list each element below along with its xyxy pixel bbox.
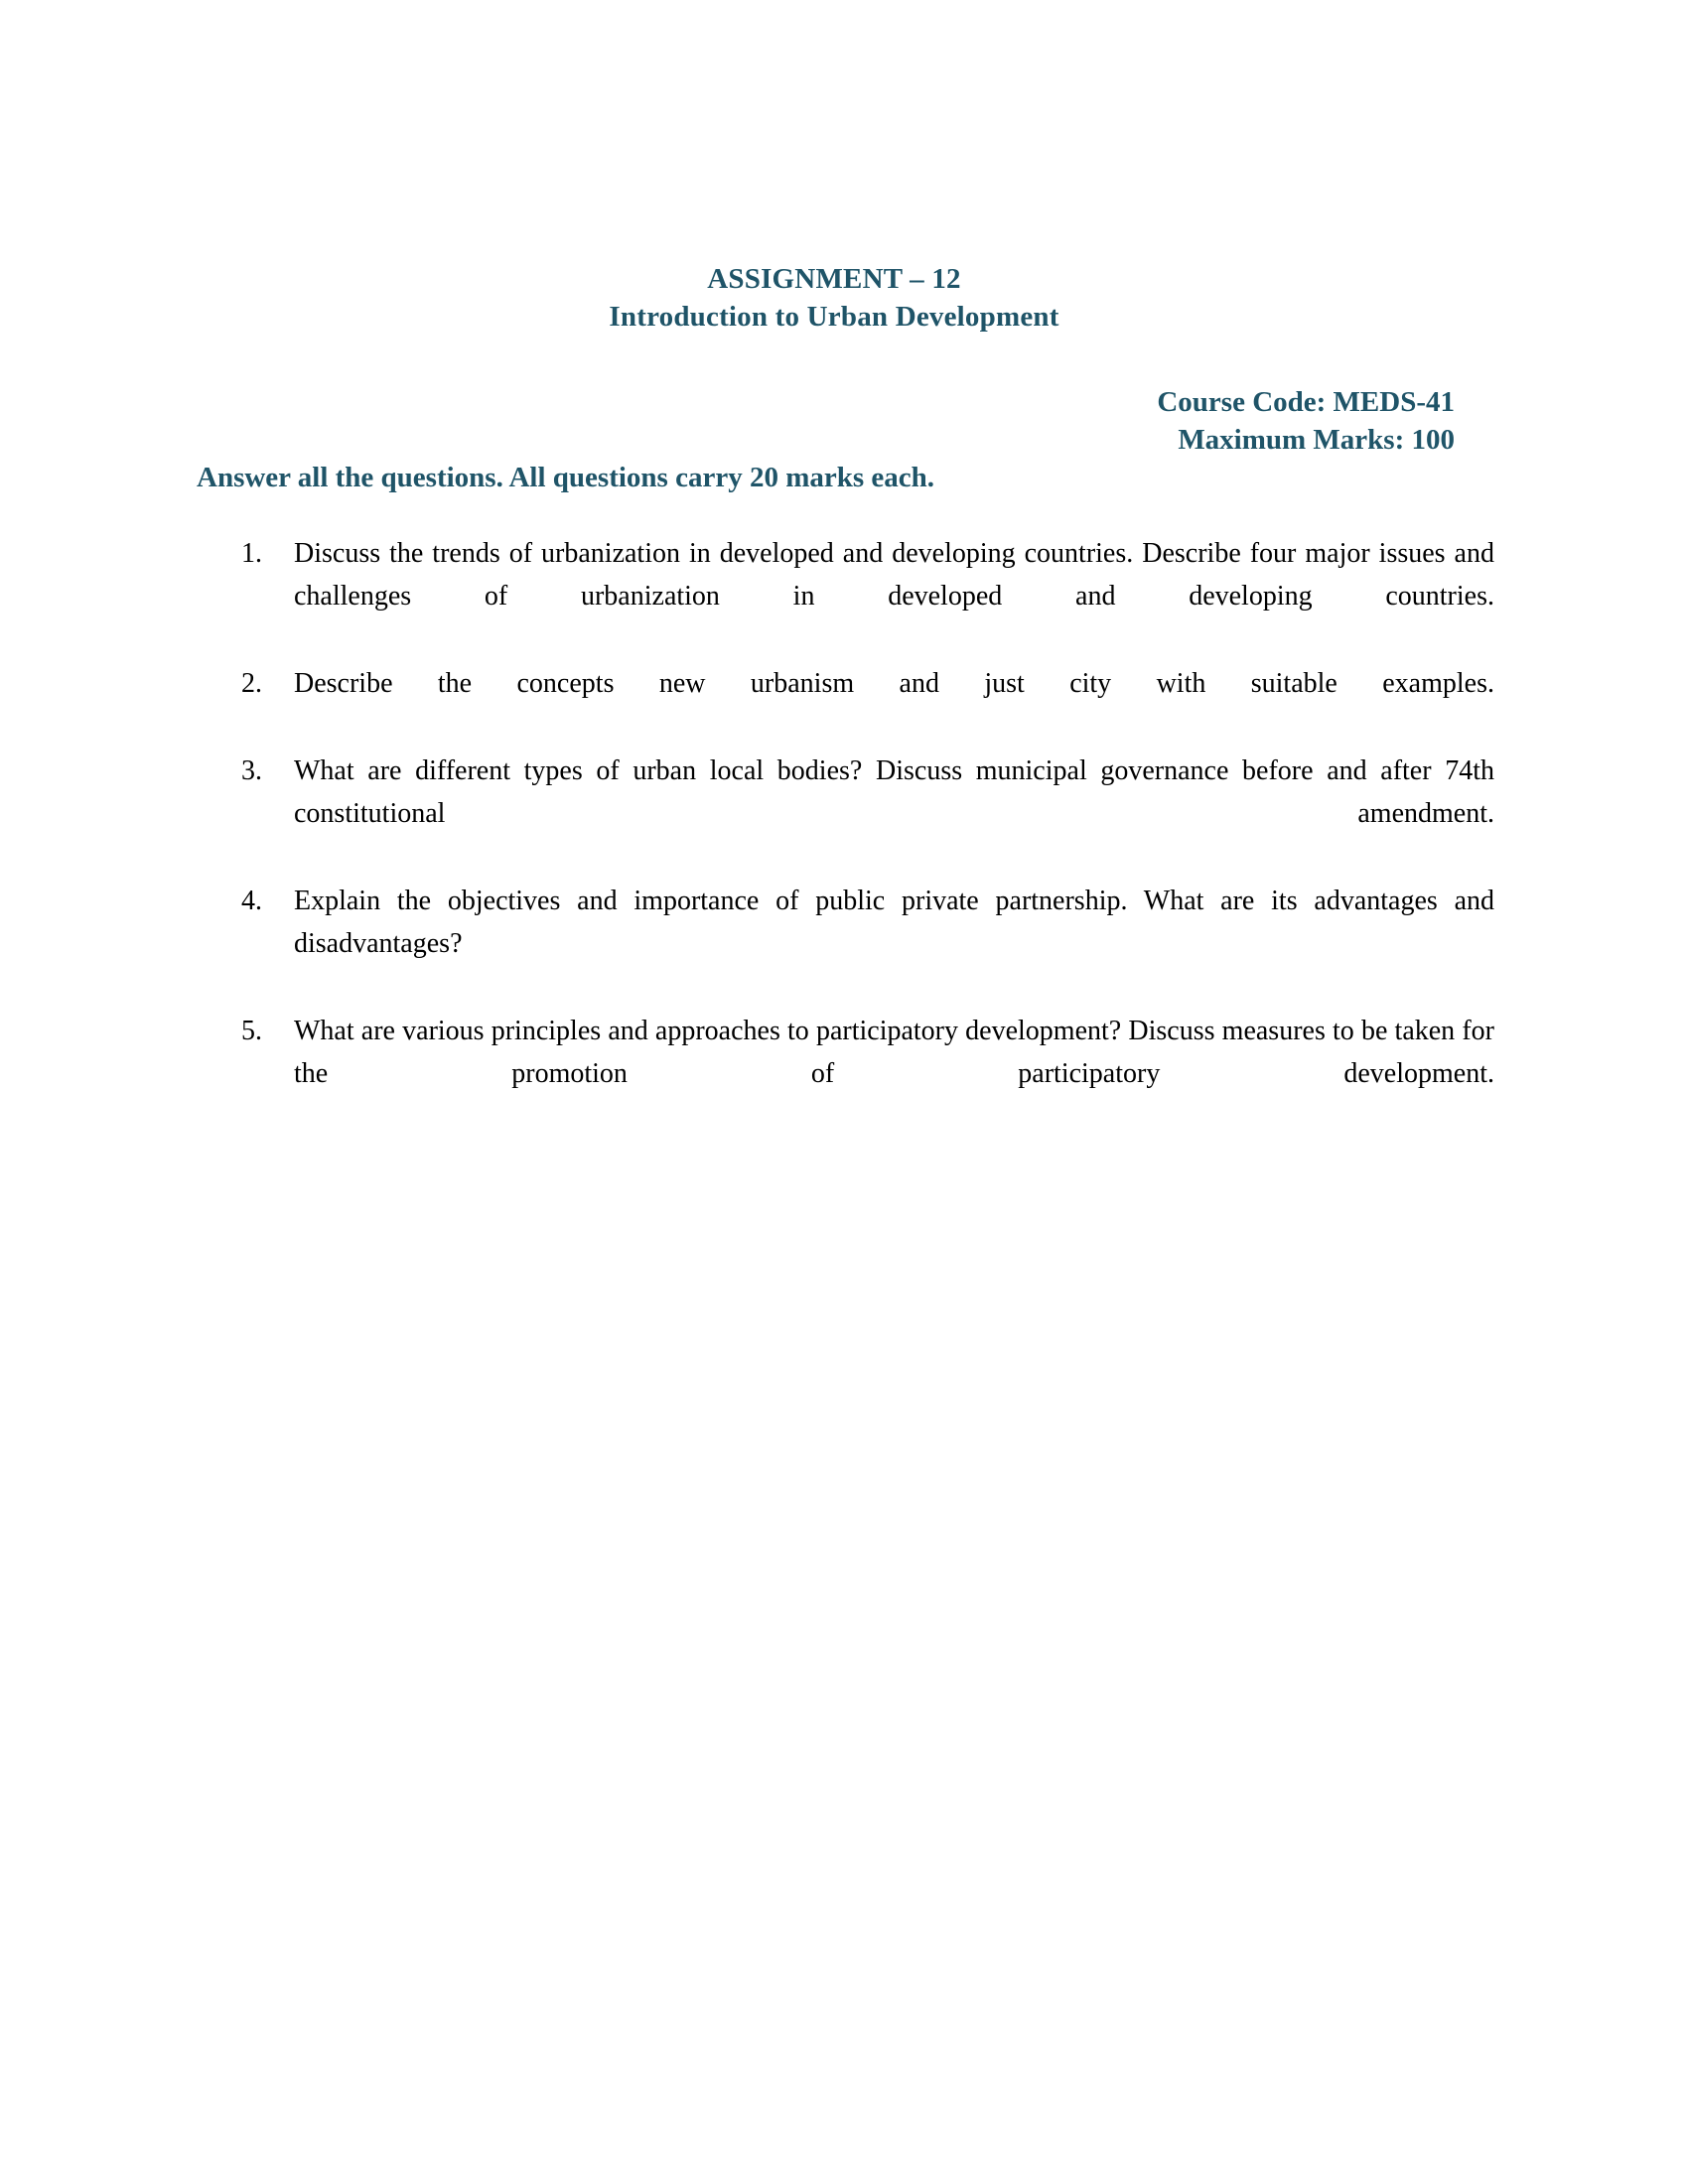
question-number: 4. — [241, 886, 262, 916]
question-item — [241, 1010, 1494, 1138]
question-number: 5. — [241, 1016, 262, 1046]
course-meta-block — [199, 383, 1455, 459]
questions-list — [241, 532, 1494, 1140]
question-text: What are various principles and approaches to participatory development? Discuss measures to be taken for the promotion of participatory development. — [294, 1016, 1494, 1089]
question-text: What are different types of urban local bodies? Discuss municipal governance before and after 74th constitutional amendment. — [294, 755, 1494, 829]
question-text: Explain the objectives and importance of public private partnership. What are its advantages and disadvantages? — [294, 886, 1494, 959]
question-item — [241, 532, 1494, 660]
document-header — [199, 260, 1470, 336]
question-number: 3. — [241, 755, 262, 786]
question-text: Describe the concepts new urbanism and just city with suitable examples. — [294, 668, 1494, 699]
question-number: 1. — [241, 538, 262, 569]
question-item — [241, 662, 1494, 748]
question-item — [241, 880, 1494, 1008]
question-text: Discuss the trends of urbanization in developed and developing countries. Describe four major issues and challenges of urbanization in developed and developing countries. — [294, 538, 1494, 612]
question-number: 2. — [241, 668, 262, 699]
maximum-marks-line: Maximum Marks: 100 — [1178, 424, 1455, 456]
course-code-line: Course Code: MEDS-41 — [1157, 386, 1455, 418]
instruction-line: Answer all the questions. All questions carry 20 marks each. — [197, 462, 935, 493]
assignment-title: ASSIGNMENT – 12 — [707, 263, 961, 295]
question-item — [241, 750, 1494, 878]
course-subject-title: Introduction to Urban Development — [609, 301, 1059, 333]
